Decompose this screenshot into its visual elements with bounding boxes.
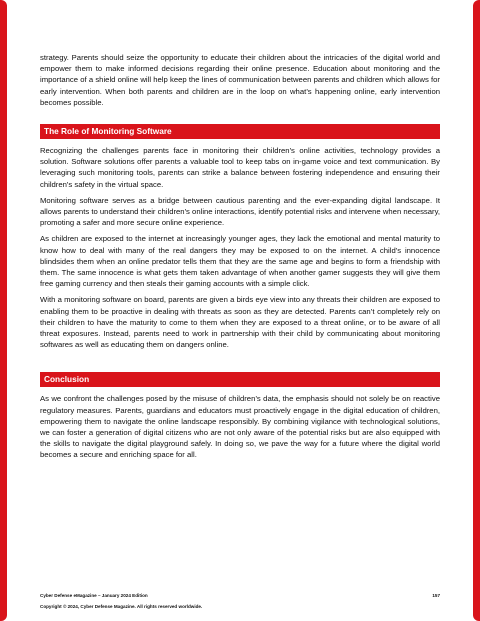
section2-paragraph: As we confront the challenges posed by the misuse of children’s data, the emphasis should not solely be on reactive regulatory measures. Parents, guardians and educators must proactively engage in the digital education of children, empowering them to navigate the online landscape responsibly. By combining vigilance with technological solutions, we can foster a generation of digital citizens who are not only aware of the potential risks but are also equipped with the skills to navigate the digital playground safely. In doing so, we pave the way for a future where the digital world becomes a secure and enriching space for all.: [40, 394, 440, 460]
article-body: [40, 52, 440, 466]
footer-edition: Cyber Defense eMagazine – January 2024 Edition: [40, 593, 148, 598]
right-accent-bar: [473, 0, 480, 621]
section1-paragraph: Recognizing the challenges parents face in monitoring their children's online activities, technology provides a solution. Software solutions offer parents a valuable tool to keep tabs on in-game voice and text communication. By leveraging such monitoring tools, parents can strike a balance between fostering independence and ensuring their children's safety in the virtual space.: [40, 146, 440, 189]
intro-paragraph: strategy. Parents should seize the opportunity to educate their children about the intricacies of the digital world and empower them to make informed decisions regarding their online presence. Education about monitoring and the importance of a shield online will help keep the lines of communication between parents and children which allows for early intervention. When both parents and children are in the loop on what’s happening online, early intervention becomes possible.: [40, 53, 440, 107]
section1-paragraph: Monitoring software serves as a bridge between cautious parenting and the ever-expanding digital landscape. It allows parents to understand their children's online interactions, identify potential risks and intervene when necessary, promoting a safer and more secure online experience.: [40, 195, 440, 228]
section1-paragraph: As children are exposed to the internet at increasingly younger ages, they lack the emotional and mental maturity to know how to deal with many of the real dangers they may be exposed to on the internet. A child’s innocence blindsides them when an online predator tells them that they are the same age and begins to form a friendship with them. The same innocence is what gets them taken advantage of when another gamer suggests they will give them free gaming currency and then steals their gaming accounts with a simple click.: [40, 234, 440, 289]
section-heading-conclusion: Conclusion: [40, 372, 440, 387]
left-accent-bar: [0, 0, 7, 621]
page-footer: [40, 593, 440, 598]
footer-page-number: 157: [432, 593, 440, 598]
section-heading-monitoring: The Role of Monitoring Software: [40, 124, 440, 139]
footer-copyright: Copyright © 2024, Cyber Defense Magazine. All rights reserved worldwide.: [40, 604, 203, 609]
section1-paragraph: With a monitoring software on board, parents are given a birds eye view into any threats their children are exposed to enabling them to be proactive in dealing with threats as soon as they are detected. Parents can’t completely rely on their children to have the maturity to come to them when they are exposed to a threat online, or to be aware of all threat exposures. Instead, parents need to work in partnership with their child by communicating about monitoring softwares as well as educating them on dangers online.: [40, 295, 440, 350]
